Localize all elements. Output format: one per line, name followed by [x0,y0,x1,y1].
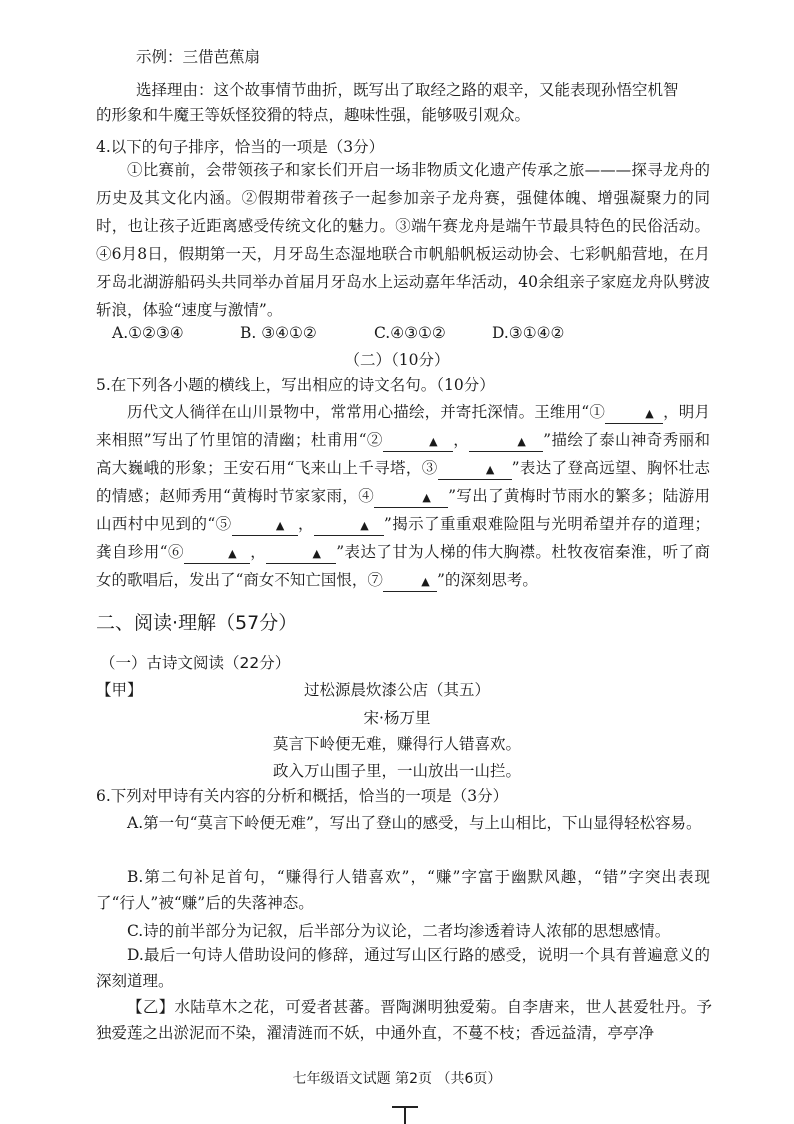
section-2-title: 二、阅读·理解（57分） [96,612,298,634]
blank-marker: ▲ [485,463,495,476]
q5-text-2: ，明月来相照”写出了竹里馆的清幽；杜甫用“② [96,403,710,449]
q5-text-9: ， [249,543,267,561]
blank-marker: ▲ [422,491,431,504]
question-4-passage: ①比赛前，会带领孩子和家长们开启一场非物质文化遗产传承之旅———探寻龙舟的历史及其文化内涵。②假期带着孩子一起参加亲子龙舟赛，强健体魄、增强凝聚力的同时，也让孩子近距离感受传统文化的魅力。③端午赛龙舟是端午节最具特色的民俗活动。④6月8日，假期第一天，月牙岛生态湿地联合市帆船帆板运动协会、七彩帆船营地，在月牙岛北湖游船码头共同举办首届月牙岛水上运动嘉年华活动，40余组亲子家庭龙舟队劈波斩浪，体验“速度与激情”。 [96,161,710,319]
poem-tag: 【甲】 [96,681,143,699]
answer-blank-3[interactable] [438,459,512,480]
question-6-option-a: A.第一句“莫言下岭便无难”，写出了登山的感受，与上山相比，下山显得轻松容易。 [127,814,702,832]
q5-text-5: ”表达了登高远望、胸怀壮志的情感；赵师秀用“黄梅时节家家雨，④ [96,459,710,505]
q5-text-7: ， [297,515,314,533]
question-4-option-c: C.④③①② [374,324,446,342]
poem-author: 宋·杨万里 [363,709,431,727]
reason-line-2: 的形象和牛魔王等妖怪狡猾的特点，趣味性强，能够吸引观众。 [96,106,531,124]
answer-blank-6a[interactable] [184,543,250,564]
blank-marker: ▲ [228,547,237,560]
blank-marker: ▲ [645,407,654,420]
page-footer: 七年级语文试题 第2页 （共6页） [292,1071,502,1087]
q5-text-3: ， [452,431,470,449]
question-5-passage [96,398,710,594]
question-6-option-b: B.第二句补足首句，“赚得行人错喜欢”，“赚”字富于幽默风趣，“错”字突出表现了“行人”被“赚”后的失落神态。 [96,868,710,912]
poem-line-1: 莫言下岭便无难，赚得行人错喜欢。 [272,735,521,753]
answer-blank-6b[interactable] [266,543,336,564]
blank-marker: ▲ [517,435,526,448]
blank-marker: ▲ [275,519,285,532]
q5-text-1: 历代文人徜徉在山川景物中，常常用心描绘，并寄托深情。王维用“① [127,403,605,421]
example-line: 示例：三借芭蕉扇 [136,48,261,66]
q5-text-11: ”的深刻思考。 [436,571,538,589]
question-5-stem: 5.在下列各小题的横线上，写出相应的诗文名句。（10分） [96,376,495,394]
binding-cross-mark [392,1098,418,1124]
poem-line-2: 政入万山围子里，一山放出一山拦。 [272,762,521,780]
passage-yi: 【乙】水陆草木之花，可爱者甚蕃。晋陶渊明独爱菊。自李唐来，世人甚爱牡丹。予独爱莲之出淤泥而不染，濯清涟而不妖，中通外直，不蔓不枝；香远益清，亭亭净 [96,998,712,1042]
blank-marker: ▲ [312,547,321,560]
answer-blank-2a[interactable] [383,431,453,452]
question-4-stem: 4.以下的句子排序，恰当的一项是（3分） [96,138,385,156]
question-4-option-d: D.③①④② [492,324,565,342]
subsection-title: （一）古诗文阅读（22分） [100,654,291,672]
question-4-option-b: B. ③④①② [240,324,317,342]
answer-blank-4[interactable] [374,487,448,508]
question-6-option-d: D.最后一句诗人借助设问的修辞，通过写山区行路的感受，说明一个具有普遍意义的深刻道理。 [96,946,710,990]
answer-blank-1[interactable] [605,403,663,424]
blank-marker: ▲ [429,435,438,448]
reason-line-1: 选择理由：这个故事情节曲折，既写出了取经之路的艰辛，又能表现孙悟空机智 [136,81,679,99]
blank-marker: ▲ [421,575,430,588]
q5-text-8: ”揭示了重重艰难险阻与光明希望并存的道理；龚自珍用“⑥ [96,515,710,561]
question-4-option-a: A.①②③④ [112,324,184,342]
question-6-stem: 6.下列对甲诗有关内容的分析和概括，恰当的一项是（3分） [96,787,509,805]
q5-text-6: ”写出了黄梅时节雨水的繁多；陆游用山西村中见到的“⑤ [96,487,710,533]
question-6-option-c: C.诗的前半部分为记叙，后半部分为议论，二者均渗透着诗人浓郁的思想感情。 [127,922,671,940]
blank-marker: ▲ [360,519,369,532]
answer-blank-5a[interactable] [232,515,298,536]
answer-blank-7[interactable] [383,571,437,592]
part-2-title: （二）（10分） [344,351,450,369]
answer-blank-2b[interactable] [469,431,543,452]
q5-text-4: ”描绘了泰山神奇秀丽和高大巍峨的形象；王安石用“飞来山上千寻塔，③ [96,431,710,477]
answer-blank-5b[interactable] [314,515,384,536]
q5-text-10: ”表达了甘为人梯的伟大胸襟。杜牧夜宿秦淮，听了商女的歌唱后，发出了“商女不知亡国恨，⑦ [96,543,710,589]
poem-title: 过松源晨炊漆公店（其五） [303,681,490,699]
